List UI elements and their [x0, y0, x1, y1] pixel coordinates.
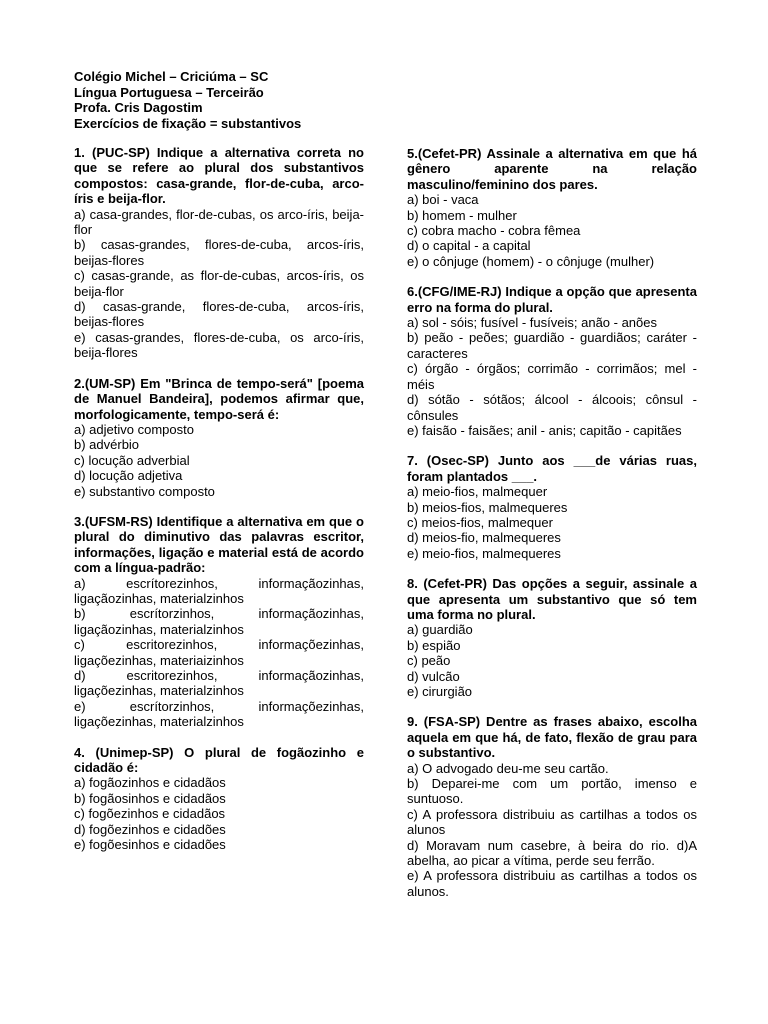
option-a: a) meio-fios, malmequer [407, 484, 548, 500]
option-a: a) fogãozinhos e cidadãos [74, 775, 226, 791]
option-d: d) meios-fio, malmequeres [407, 530, 561, 546]
option-b: b) Deparei-me com um portão, imenso e suntuoso. [407, 776, 697, 807]
option-c: c) cobra macho - cobra fêmea [407, 223, 581, 239]
option-d: d) casas-grande, flores-de-cuba, arcos-íris, beijas-flores [74, 299, 364, 330]
option-b: b) advérbio [74, 437, 140, 453]
question-5 [407, 146, 697, 269]
option-d: d) locução adjetiva [74, 468, 183, 484]
option-d: d) fogõezinhos e cidadões [74, 821, 226, 837]
option-a: a) O advogado deu-me seu cartão. [407, 760, 609, 776]
option-b: b) meios-fios, malmequeres [407, 499, 568, 515]
option-e: e) faisão - faisães; anil - anis; capitão - capitães [407, 422, 682, 438]
option-a: a) casa-grandes, flor-de-cubas, os arco-íris, beija-flor [74, 206, 364, 238]
question-stem: 2.(UM-SP) Em "Brinca de tempo-será" [poema de Manuel Bandeira], podemos afirmar que, morfologicamente, tempo-será é: [74, 375, 364, 422]
option-c: c) órgão - órgãos; corrimão - corrimãos; mel - méis [407, 361, 697, 392]
teacher-name: Profa. Cris Dagostim [74, 100, 203, 115]
question-stem: 4. (Unimep-SP) O plural de fogãozinho e cidadão é: [74, 744, 364, 776]
left-column [74, 145, 364, 867]
option-b: b) peão - peões; guardião - guardiãos; caráter - caracteres [407, 330, 697, 361]
option-d: d) o capital - a capital [407, 238, 531, 254]
question-6 [407, 284, 697, 438]
option-c: c) fogõezinhos e cidadãos [74, 806, 226, 822]
option-e: e) o cônjuge (homem) - o cônjuge (mulher) [407, 253, 655, 269]
question-stem: 6.(CFG/IME-RJ) Indique a opção que apresenta erro na forma do plural. [407, 284, 697, 315]
option-b: b) espião [407, 637, 461, 653]
question-7 [407, 453, 697, 561]
option-c: c) peão [407, 653, 451, 669]
question-9 [407, 714, 697, 899]
option-d: d) sótão - sótãos; álcool - álcoois; cônsul - cônsules [407, 392, 697, 423]
question-4 [74, 745, 364, 853]
question-stem: 9. (FSA-SP) Dentre as frases abaixo, escolha aquela em que há, de fato, flexão de grau para o substantivo. [407, 714, 697, 761]
option-d: d) Moravam num casebre, à beira do rio. d)A abelha, ao picar a vítima, perde seu ferrão. [407, 837, 697, 869]
option-c: c) casas-grande, as flor-de-cubas, arcos-íris, os beija-flor [74, 268, 364, 299]
option-c: c) meios-fios, malmequer [407, 514, 553, 530]
question-stem: 3.(UFSM-RS) Identifique a alternativa em que o plural do diminutivo das palavras escritor, informações, ligação e material está de acordo com a língua-padrão: [74, 513, 364, 576]
option-d: d) escritorezinhos, informaçãozinhas, ligaçõezinhas, materialzinhos [74, 668, 364, 699]
option-e: e) A professora distribuiu as cartilhas a todos os alunos. [407, 868, 697, 899]
question-stem: 5.(Cefet-PR) Assinale a alternativa em que há gênero aparente na relação masculino/feminino dos pares. [407, 146, 697, 192]
option-e: e) fogõesinhos e cidadões [74, 837, 226, 853]
option-e: e) escrítorzinhos, informaçõezinhas, ligaçõezinhas, materialzinhos [74, 698, 364, 730]
option-b: b) escrítorzinhos, informaçãozinhas, ligaçãozinhas, materialzinhos [74, 606, 364, 637]
option-c: c) locução adverbial [74, 452, 190, 468]
option-c: c) A professora distribuiu as cartilhas a todos os alunos [407, 806, 697, 838]
course-name: Língua Portuguesa – Terceirão [74, 84, 264, 100]
question-stem: 7. (Osec-SP) Junto aos ___de várias ruas, foram plantados ___. [407, 453, 697, 484]
question-stem: 1. (PUC-SP) Indique a alternativa correta no que se refere ao plural dos substantivos compostos: casa-grande, flor-de-cuba, arco-íris e beija-flor. [74, 145, 364, 207]
question-stem: 8. (Cefet-PR) Das opções a seguir, assinale a que apresenta um substantivo que só tem uma forma no plural. [407, 576, 697, 622]
right-column [407, 146, 697, 914]
question-1 [74, 145, 364, 361]
option-a: a) escrítorezinhos, informaçãozinhas, ligaçãozinhas, materialzinhos [74, 575, 364, 606]
option-e: e) substantivo composto [74, 483, 215, 499]
option-e: e) casas-grandes, flores-de-cuba, os arco-íris, beija-flores [74, 329, 364, 361]
option-a: a) adjetivo composto [74, 421, 194, 437]
question-8 [407, 576, 697, 699]
option-b: b) casas-grandes, flores-de-cuba, arcos-íris, beijas-flores [74, 237, 364, 268]
option-e: e) cirurgião [407, 684, 473, 699]
option-b: b) homem - mulher [407, 207, 517, 223]
question-3 [74, 514, 364, 730]
option-b: b) fogãosinhos e cidadãos [74, 790, 226, 806]
school-name: Colégio Michel – Criciúma – SC [74, 69, 269, 84]
option-d: d) vulcão [407, 668, 460, 684]
exercise-title: Exercícios de fixação = substantivos [74, 115, 302, 131]
option-a: a) boi - vaca [407, 192, 479, 208]
option-c: c) escritorezinhos, informaçõezinhas, ligaçõezinhas, materiaizinhos [74, 637, 364, 668]
option-a: a) sol - sóis; fusível - fusíveis; anão - anões [407, 315, 657, 331]
option-a: a) guardião [407, 622, 473, 638]
question-2 [74, 376, 364, 499]
document-header [74, 69, 374, 131]
option-e: e) meio-fios, malmequeres [407, 545, 561, 561]
